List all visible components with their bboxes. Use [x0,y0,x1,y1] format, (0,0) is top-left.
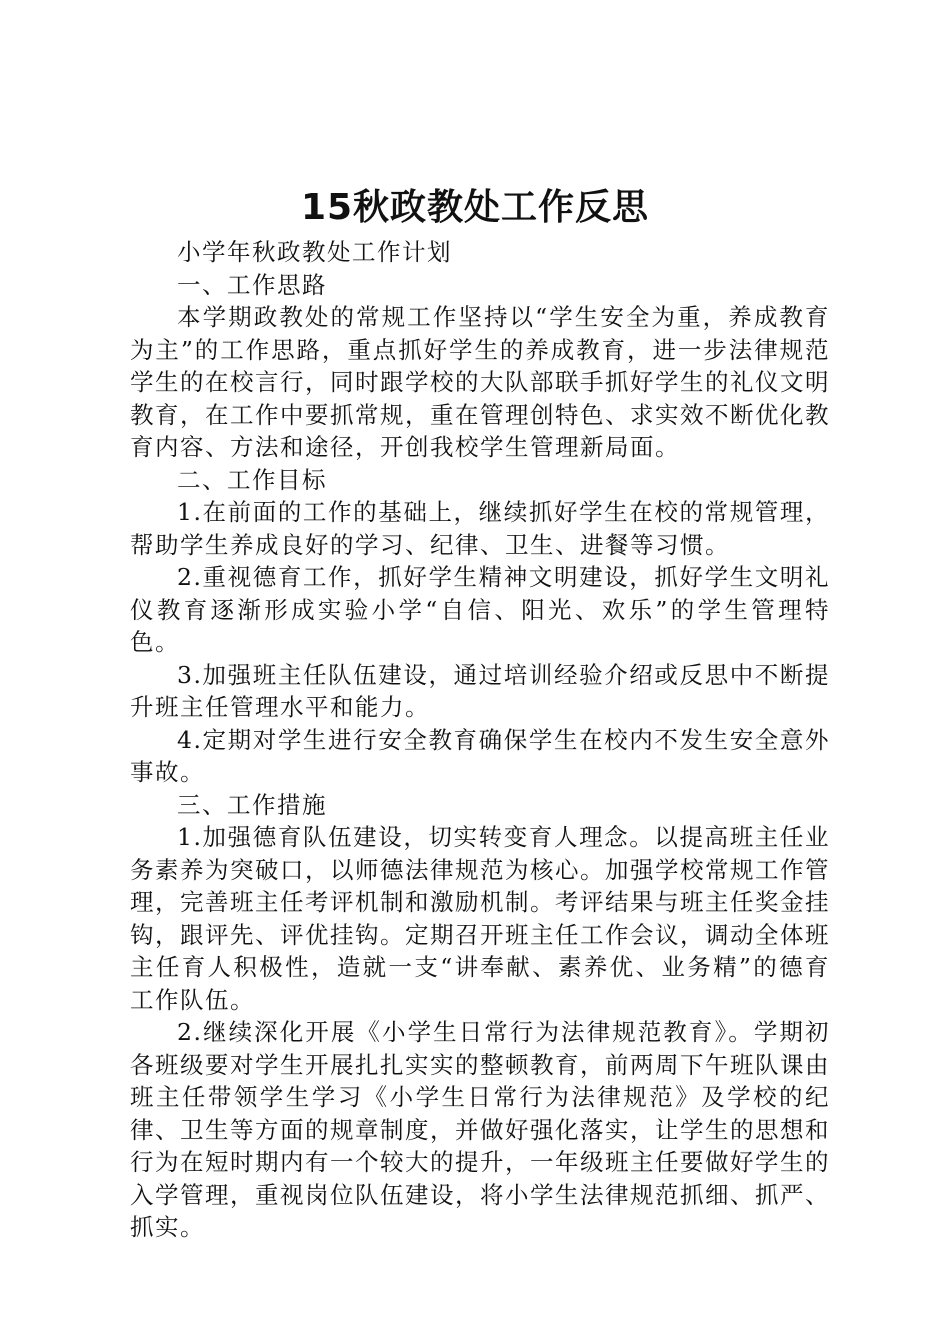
list-item: 3.加强班主任队伍建设，通过培训经验介绍或反思中不断提升班主任管理水平和能力。 [130,660,830,721]
list-item: 2.重视德育工作，抓好学生精神文明建设，抓好学生文明礼仪教育逐渐形成实验小学“自信、阳光、欢乐”的学生管理特色。 [130,563,830,656]
body-paragraph: 本学期政教处的常规工作坚持以“学生安全为重，养成教育为主”的工作思路，重点抓好学生的养成教育，进一步法律规范学生的在校言行，同时跟学校的大队部联手抓好学生的礼仪文明教育，在工作中要抓常规，重在管理创特色、求实效不断优化教育内容、方法和途径，开创我校学生管理新局面。 [130,303,830,461]
list-item: 4.定期对学生进行安全教育确保学生在校内不发生安全意外事故。 [130,725,830,786]
document-title: 15秋政教处工作反思 [300,187,650,228]
list-item: 2.继续深化开展《小学生日常行为法律规范教育》。学期初各班级要对学生开展扎扎实实的整顿教育，前两周下午班队课由班主任带领学生学习《小学生日常行为法律规范》及学校的纪律、卫生等方面的规章制度，并做好强化落实，让学生的思想和行为在短时期内有一个较大的提升，一年级班主任要做好学生的入学管理，重视岗位队伍建设，将小学生法律规范抓细、抓严、抓实。 [130,1018,830,1241]
section-heading: 三、工作措施 [177,790,327,819]
list-item: 1.在前面的工作的基础上，继续抓好学生在校的常规管理，帮助学生养成良好的学习、纪律、卫生、进餐等习惯。 [130,498,830,559]
section-heading: 一、工作思路 [177,270,327,299]
section-heading: 二、工作目标 [177,465,327,494]
document-body [130,236,830,1244]
list-item: 1.加强德育队伍建设，切实转变育人理念。以提高班主任业务素养为突破口，以师德法律规范为核心。加强学校常规工作管理，完善班主任考评机制和激励机制。考评结果与班主任奖金挂钩，跟评先、评优挂钩。定期召开班主任工作会议，调动全体班主任育人积极性，造就一支“讲奉献、素养优、业务精”的德育工作队伍。 [130,823,830,1014]
subtitle-paragraph: 小学年秋政教处工作计划 [177,238,452,266]
